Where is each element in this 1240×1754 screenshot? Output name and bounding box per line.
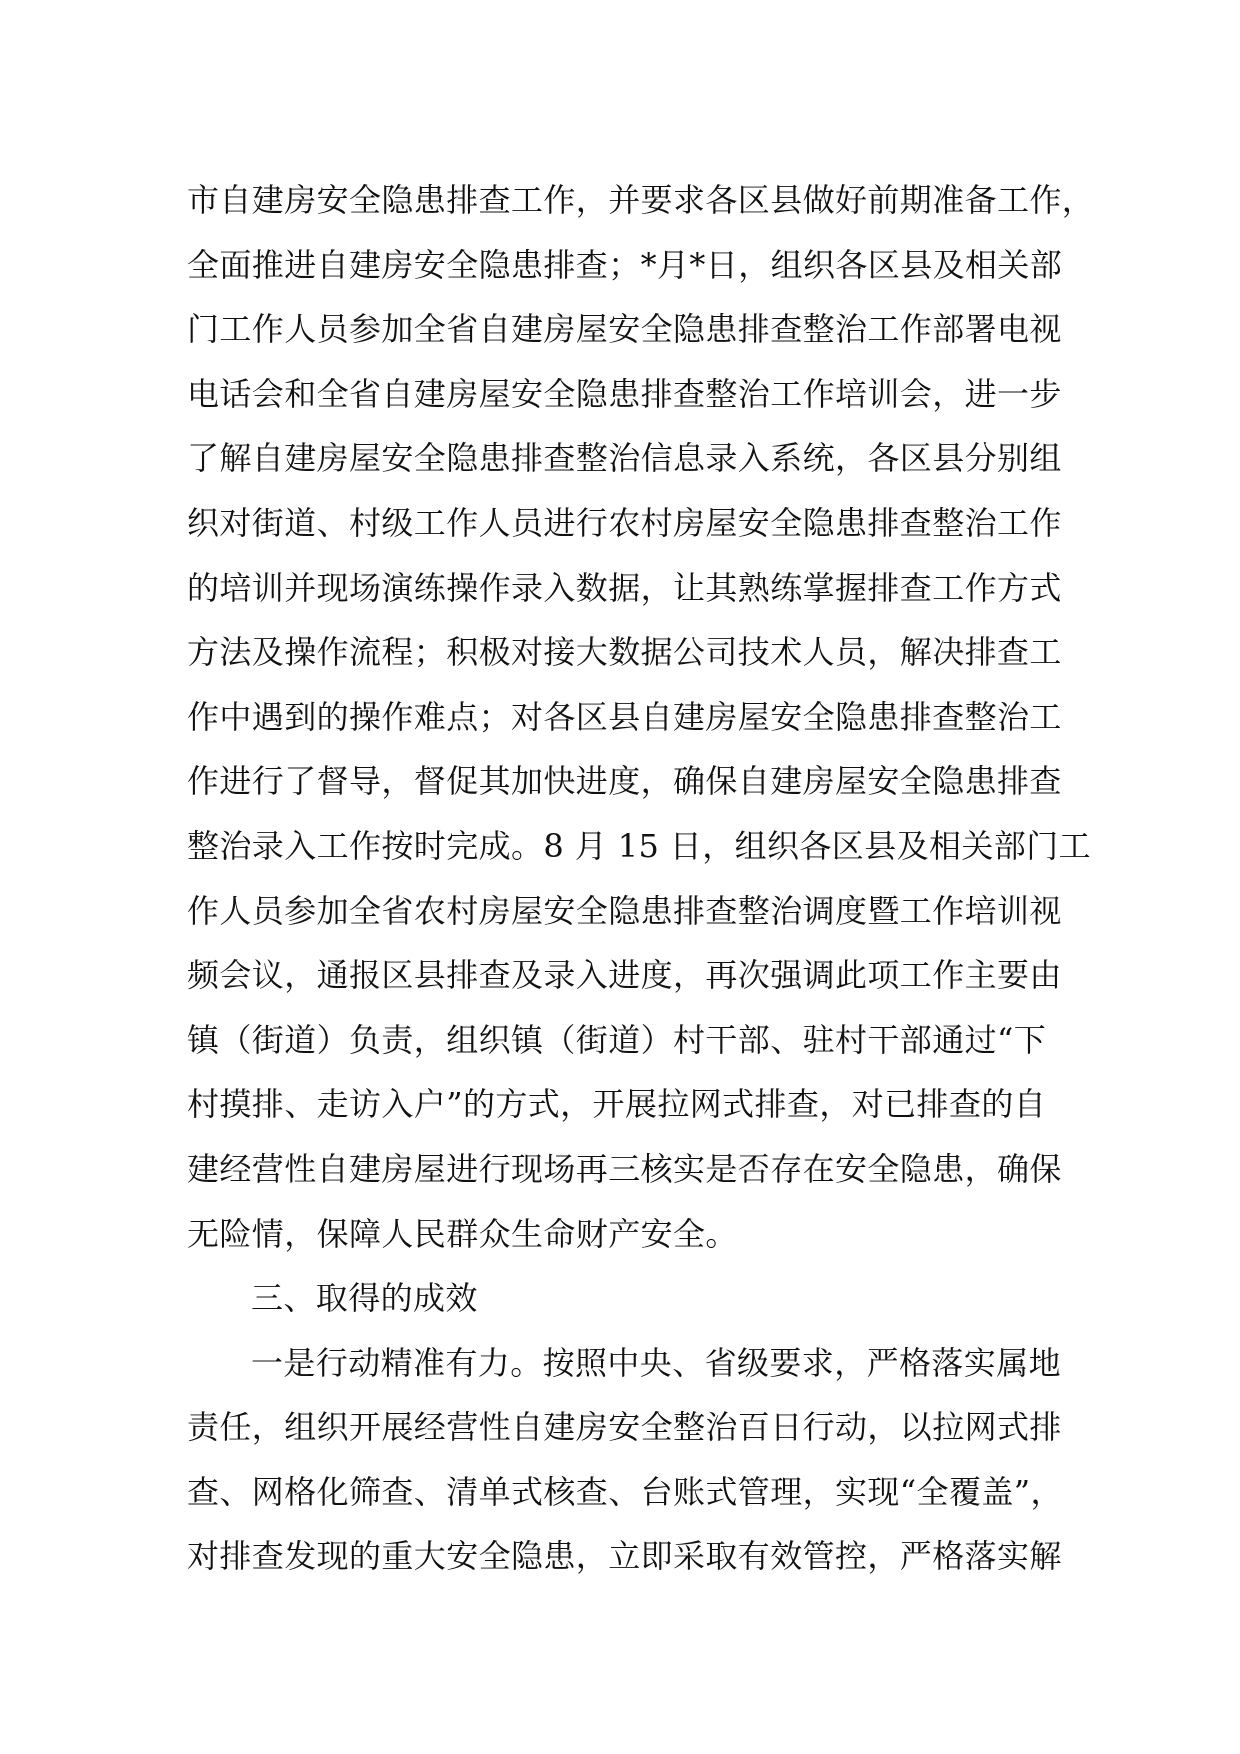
text-line: 责任，组织开展经营性自建房安全整治百日行动，以拉网式排: [187, 1408, 1062, 1447]
text-line: 方法及操作流程；积极对接大数据公司技术人员，解决排查工: [187, 633, 1062, 672]
section-heading: 三、取得的成效: [251, 1279, 478, 1318]
text-line: 镇（街道）负责，组织镇（街道）村干部、驻村干部通过“下: [187, 1020, 1047, 1059]
text-line: 整治录入工作按时完成。8 月 15 日，组织各区县及相关部门工: [187, 826, 1091, 865]
text-line: 门工作人员参加全省自建房屋安全隐患排查整治工作部署电视: [187, 310, 1062, 349]
text-line: 作进行了督导，督促其加快进度，确保自建房屋安全隐患排查: [187, 762, 1062, 801]
text-line: 对排查发现的重大安全隐患，立即采取有效管控，严格落实解: [187, 1537, 1062, 1576]
text-line: 建经营性自建房屋进行现场再三核实是否存在安全隐患，确保: [187, 1149, 1062, 1188]
text-line: 查、网格化筛查、清单式核查、台账式管理，实现“全覆盖”，: [187, 1472, 1063, 1511]
text-line: 的培训并现场演练操作录入数据，让其熟练掌握排查工作方式: [187, 568, 1062, 607]
text-line: 村摸排、走访入户”的方式，开展拉网式排查，对已排查的自: [187, 1085, 1047, 1124]
text-line: 频会议，通报区县排查及录入进度，再次强调此项工作主要由: [187, 956, 1062, 995]
text-line: 无险情，保障人民群众生命财产安全。: [187, 1214, 738, 1253]
text-line: 了解自建房屋安全隐患排查整治信息录入系统，各区县分别组: [187, 439, 1062, 478]
text-line: 织对街道、村级工作人员进行农村房屋安全隐患排查整治工作: [187, 503, 1062, 542]
text-line: 电话会和全省自建房屋安全隐患排查整治工作培训会，进一步: [187, 374, 1062, 413]
text-line: 作中遇到的操作难点；对各区县自建房屋安全隐患排查整治工: [187, 697, 1062, 736]
body-text: [187, 168, 1095, 1589]
paragraph-first-line: 一是行动精准有力。按照中央、省级要求，严格落实属地: [251, 1343, 1062, 1382]
text-line: 市自建房安全隐患排查工作，并要求各区县做好前期准备工作，: [187, 181, 1095, 219]
text-line: 作人员参加全省农村房屋安全隐患排查整治调度暨工作培训视: [187, 891, 1062, 930]
text-line: 全面推进自建房安全隐患排查；*月*日，组织各区县及相关部: [187, 245, 1063, 284]
